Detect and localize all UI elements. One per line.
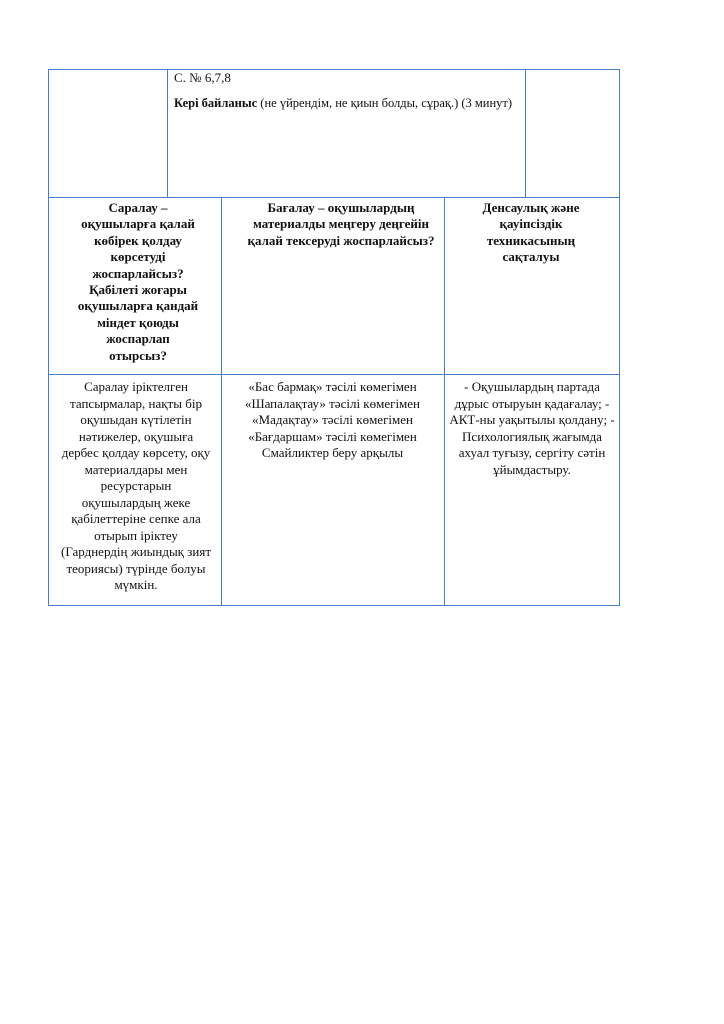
body-assessment: «Бас бармақ» тәсілі көмегімен «Шапалақтау» тәсілі көмегімен «Мадақтау» тәсілі көмегімен «Бағдаршам» тәсілі көмегімен Смайликтер беру арқылы (244, 379, 421, 460)
feedback-details: (не үйрендім, не қиын болды, сұрақ.) (3 минут) (257, 96, 513, 110)
top-content-cell (174, 70, 522, 111)
lesson-plan-table (48, 69, 620, 606)
feedback-text (174, 95, 522, 111)
exercise-numbers: С. № 6,7,8 (174, 70, 231, 85)
header-differentiation: Саралау – оқушыларға қалай көбірек қолдау көрсетуді жоспарлайсыз? Қабілеті жоғары оқушыларға қандай міндет қоюды жоспарлап отырсыз? (77, 200, 199, 363)
col-divider-1 (221, 197, 222, 606)
top-col-divider-1 (167, 69, 168, 197)
feedback-label: Кері байланыс (174, 96, 258, 110)
header-assessment: Бағалау – оқушылардың материалды меңгеру деңгейін қалай тексеруді жоспарлайсыз? (247, 200, 435, 248)
col-divider-2 (444, 197, 445, 606)
header-health-safety: Денсаулық және қауіпсіздік техникасының сақталуы (482, 200, 580, 265)
body-differentiation: Саралау іріктелген тапсырмалар, нақты бір оқушыдан күтілетін нәтижелер, оқушыға дербес қолдау көрсету, оқу материалдары мен ресурстарын оқушылардың жеке қабілеттеріне сепке ала отырып іріктеу (Гарднердің жиындық зият теориясы) түрінде болуы мүмкін. (60, 379, 212, 592)
body-health-safety: - Оқушылардың партада дұрыс отыруын қадағалау; - АКТ-ны уақытылы қолдану; - Психологиялық жағымда ахуал туғызу, сергіту сәтін ұйымдастыру. (449, 379, 615, 477)
table-border-bottom (48, 605, 620, 606)
row-divider-2 (48, 374, 620, 375)
table-border-right (619, 69, 620, 606)
top-col-divider-2 (525, 69, 526, 197)
table-border-left (48, 69, 49, 606)
row-divider-1 (48, 197, 620, 198)
